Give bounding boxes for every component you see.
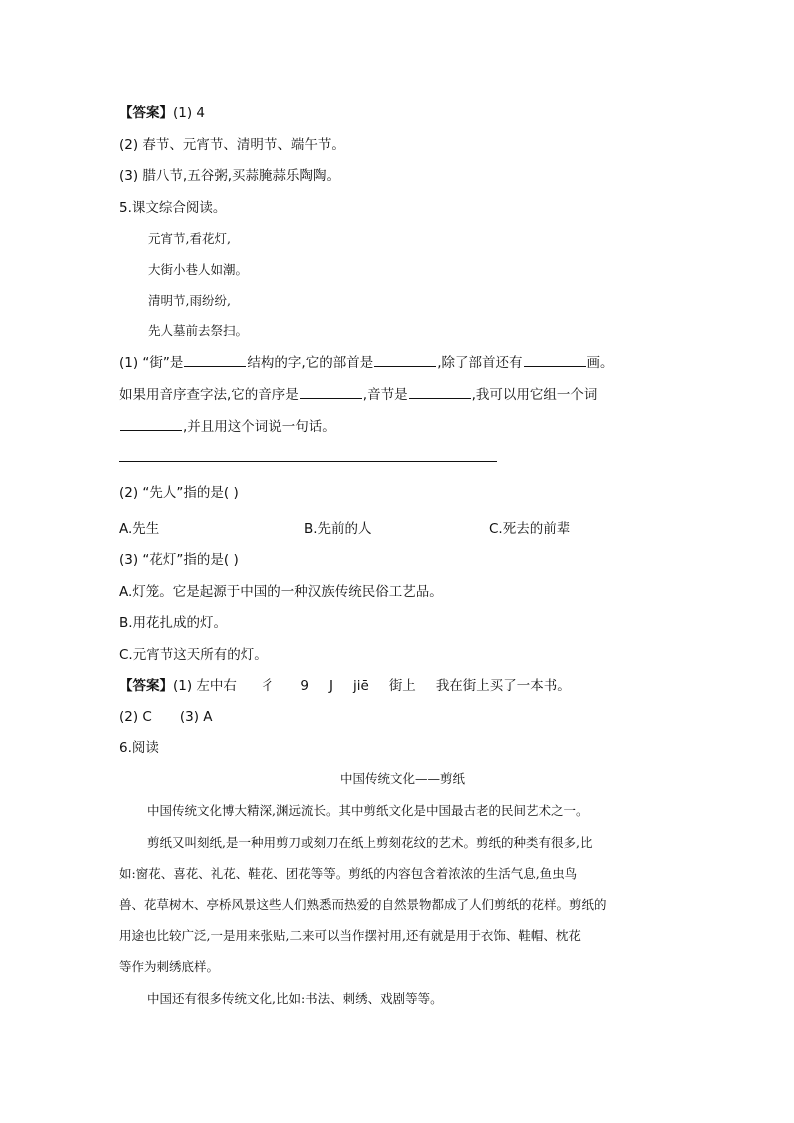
q5-p1-text: ,并且用这个词说一句话。 — [183, 419, 336, 435]
q5-p1-text: 画。 — [586, 355, 614, 371]
q6-heading: 6.阅读 — [119, 740, 159, 756]
q4-answer-3: (3) 腊八节,五谷粥,买蒜腌蒜乐陶陶。 — [119, 168, 340, 184]
q5-answer-3: (3) A — [179, 709, 213, 725]
q5-part1-line-2 — [119, 386, 597, 404]
blank-structure[interactable] — [184, 354, 246, 367]
q5-p1-text: 结构的字,它的部首是 — [247, 355, 374, 371]
q5-answer-letter: J — [329, 678, 333, 694]
option-2c[interactable]: C.死去的前辈 — [489, 521, 571, 537]
article-paragraph: 用途也比较广泛,一是用来张贴,二来可以当作摆衬用,还有就是用于衣饰、鞋帽、枕花 — [119, 928, 581, 943]
q5-answer-sentence: 我在街上买了一本书。 — [435, 678, 571, 694]
article-paragraph: 中国还有很多传统文化,比如:书法、刺绣、戏剧等等。 — [147, 991, 443, 1006]
q5-p1-text: (1) “街”是 — [119, 355, 184, 371]
q5-part2: (2) “先人”指的是( ) — [119, 485, 239, 501]
option-3b[interactable]: B.用花扎成的灯。 — [119, 615, 228, 631]
q5-part1-line-3 — [119, 418, 336, 436]
blank-strokes[interactable] — [524, 354, 586, 367]
poem-line-4: 先人墓前去祭扫。 — [148, 323, 249, 338]
q5-answer-line-2 — [119, 708, 213, 726]
article-paragraph: 兽、花草树木、亭桥风景这些人们熟悉而热爱的自然景物都成了人们剪纸的花样。剪纸的 — [119, 897, 607, 912]
poem-line-3: 清明节,雨纷纷, — [148, 293, 231, 308]
q5-heading: 5.课文综合阅读。 — [119, 200, 227, 216]
q5-p1-text: ,除了部首还有 — [437, 355, 523, 371]
option-3a[interactable]: A.灯笼。它是起源于中国的一种汉族传统民俗工艺品。 — [119, 584, 443, 600]
blank-word[interactable] — [120, 418, 182, 431]
q5-part3: (3) “花灯”指的是( ) — [119, 552, 239, 568]
q5-p1-text: ,音节是 — [362, 387, 408, 403]
q5-answer-syllable: jiē — [353, 678, 369, 694]
poem-line-2: 大街小巷人如潮。 — [148, 262, 249, 277]
q5-answer-structure: (1) 左中右 — [173, 678, 237, 694]
q4-answer-1: (1) 4 — [173, 105, 206, 121]
q5-p1-text: 如果用音序查字法,它的音序是 — [119, 387, 299, 403]
option-2b[interactable]: B.先前的人 — [304, 521, 372, 537]
article-title: 中国传统文化——剪纸 — [340, 771, 466, 786]
sentence-answer-line[interactable] — [119, 461, 497, 462]
q5-answer-strokes: 9 — [300, 678, 310, 694]
q5-answer-2: (2) C — [119, 709, 152, 725]
article-paragraph: 等作为刺绣底样。 — [119, 959, 220, 974]
q5-answer-radical: 彳 — [260, 678, 275, 694]
article-paragraph: 如:窗花、喜花、礼花、鞋花、团花等等。剪纸的内容包含着浓浓的生活气息,鱼虫鸟 — [119, 866, 578, 881]
blank-letter[interactable] — [300, 386, 362, 399]
article-paragraph: 中国传统文化博大精深,渊远流长。其中剪纸文化是中国最古老的民间艺术之一。 — [147, 803, 589, 818]
q5-answer-line-1 — [119, 677, 571, 695]
article-paragraph: 剪纸又叫刻纸,是一种用剪刀或刻刀在纸上剪刻花纹的艺术。剪纸的种类有很多,比 — [147, 835, 593, 850]
q4-answer-line-1 — [119, 104, 205, 122]
answer-label: 【答案】 — [119, 105, 173, 121]
poem-line-1: 元宵节,看花灯, — [148, 231, 231, 246]
q5-part1-line-1 — [119, 354, 614, 372]
q5-p1-text: ,我可以用它组一个词 — [471, 387, 598, 403]
answer-label: 【答案】 — [119, 678, 173, 694]
blank-radical[interactable] — [374, 354, 436, 367]
q5-answer-word: 街上 — [388, 678, 416, 694]
q4-answer-2: (2) 春节、元宵节、清明节、端午节。 — [119, 137, 345, 153]
blank-syllable[interactable] — [409, 386, 471, 399]
option-3c[interactable]: C.元宵节这天所有的灯。 — [119, 647, 268, 663]
option-2a[interactable]: A.先生 — [119, 521, 160, 537]
